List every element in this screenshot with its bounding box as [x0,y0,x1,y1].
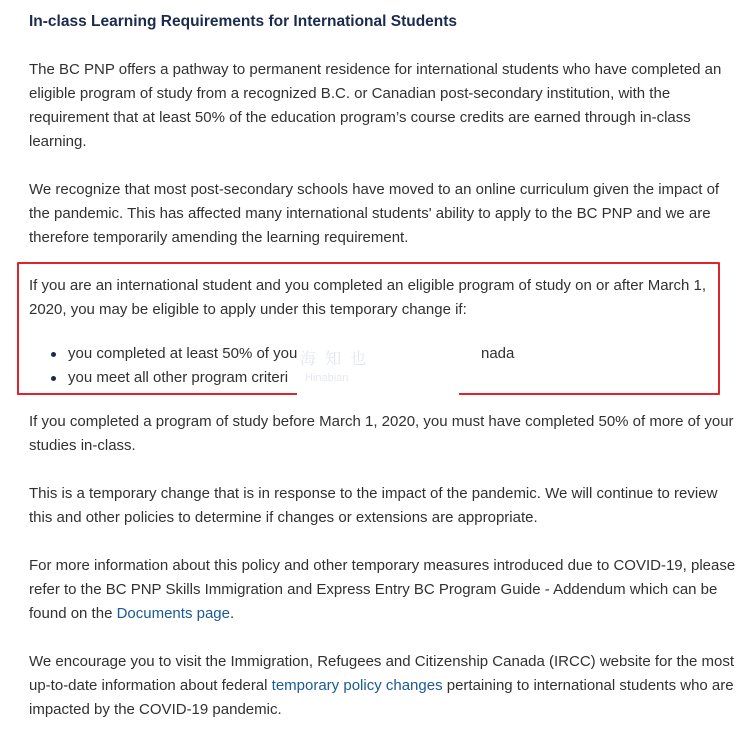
list-item-text: you meet all other program criteri [68,369,289,386]
ircc-paragraph [29,650,741,722]
more-info-paragraph [29,554,754,626]
page-title: In-class Learning Requirements for International Students [29,13,458,30]
ircc-text: We encourage you to visit the Immigration, Refugees and Citizenship Canada (IRCC) website for the most up-to-date information about federal [29,653,735,694]
list-item-text-tail: nada [481,345,515,362]
temporary-change-paragraph: This is a temporary change that is in response to the impact of the pandemic. We will continue to review this and other policies to determine if changes or extensions are appropriate. [29,485,718,526]
watermark-logo-sub: Hinabian [305,372,349,384]
ircc-text-end: pertaining to international students who are impacted by the COVID-19 pandemic. [29,677,734,718]
watermark-logo-text: 海 知 也 [300,349,369,368]
temporary-policy-changes-link[interactable]: temporary policy changes [271,677,443,694]
intro-paragraph: The BC PNP offers a pathway to permanent residence for international students who have completed an eligible program of study from a recognized B.C. or Canadian post-secondary institution, with the requirement that at least 50% of the education program’s course credits are earned through in-class learning. [29,61,722,150]
more-info-text: For more information about this policy and other temporary measures introduced due to COVID-19, please refer to the BC PNP Skills Immigration and Express Entry BC Program Guide - Addendum which can be found on the [29,557,736,622]
eligibility-paragraph: If you are an international student and you completed an eligible program of study on or after March 1, 2020, you may be eligible to apply under this temporary change if: [29,277,707,318]
pandemic-paragraph: We recognize that most post-secondary schools have moved to an online curriculum given the impact of the pandemic. This has affected many international students' ability to apply to the BC PNP and we are therefore temporarily amending the learning requirement. [29,181,720,246]
more-info-text-end: . [229,605,235,622]
list-item-text: you completed at least 50% of you [68,345,298,362]
documents-page-link[interactable]: Documents page [116,605,230,622]
before-date-paragraph: If you completed a program of study before March 1, 2020, you must have completed 50% of more of your studies in-class. [29,413,734,454]
